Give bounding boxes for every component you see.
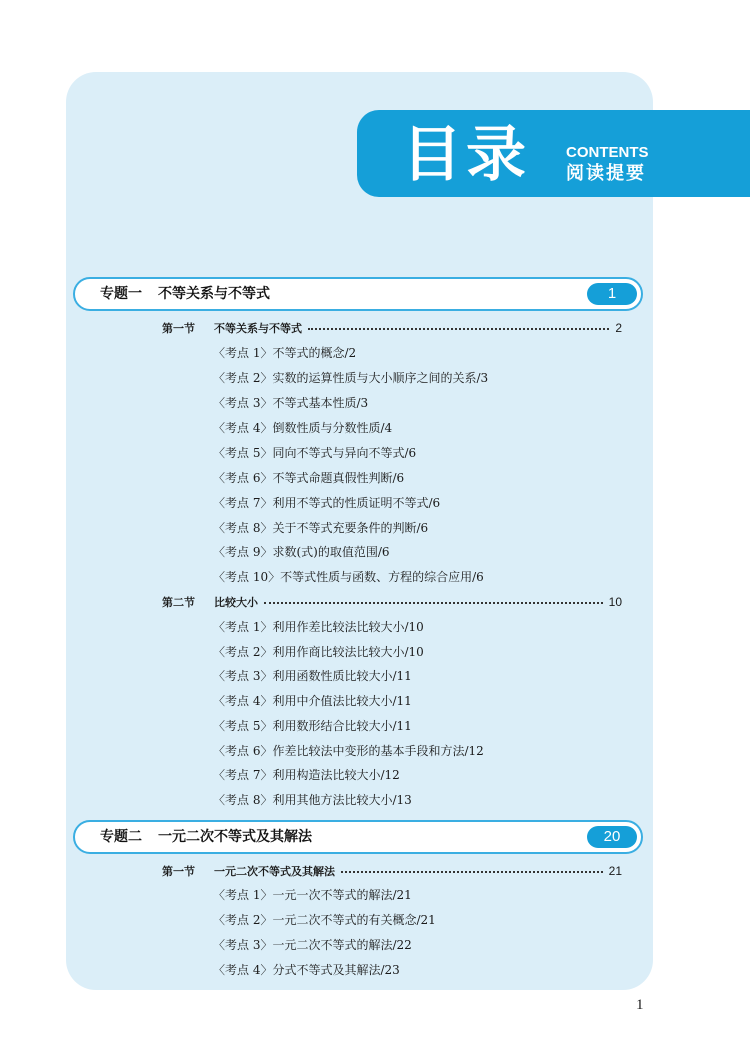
section-title: 比较大小 <box>214 596 258 609</box>
section-row[interactable] <box>162 861 622 881</box>
section-row[interactable] <box>162 592 622 612</box>
section-page: 10 <box>608 595 622 609</box>
list-item[interactable]: 〈考点 4〉分式不等式及其解法/23 <box>213 963 400 977</box>
topic-title <box>100 279 270 309</box>
page-title: 目录 <box>402 120 530 190</box>
list-item[interactable]: 〈考点 4〉倒数性质与分数性质/4 <box>213 421 393 435</box>
section-number: 第一节 <box>162 865 195 878</box>
page-subtitle-cn: 阅读提要 <box>566 163 646 184</box>
list-item[interactable]: 〈考点 6〉作差比较法中变形的基本手段和方法/12 <box>213 744 484 758</box>
list-item[interactable]: 〈考点 1〉一元一次不等式的解法/21 <box>213 888 412 902</box>
section-row[interactable] <box>162 318 622 338</box>
section-page: 2 <box>615 321 622 335</box>
section-number: 第一节 <box>162 322 195 335</box>
list-item[interactable]: 〈考点 1〉利用作差比较法比较大小/10 <box>213 620 424 634</box>
topic-number: 专题二 <box>100 829 142 845</box>
topic-page-badge: 20 <box>587 826 637 848</box>
list-item[interactable]: 〈考点 5〉利用数形结合比较大小/11 <box>213 719 412 733</box>
list-item[interactable]: 〈考点 2〉一元二次不等式的有关概念/21 <box>213 913 436 927</box>
topic-page-badge: 1 <box>587 283 637 305</box>
list-item[interactable]: 〈考点 1〉不等式的概念/2 <box>213 346 357 360</box>
section-title: 不等关系与不等式 <box>214 322 302 335</box>
list-item[interactable]: 〈考点 8〉关于不等式充要条件的判断/6 <box>213 521 429 535</box>
page-subtitle-en: CONTENTS <box>566 144 649 161</box>
list-item[interactable]: 〈考点 7〉利用不等式的性质证明不等式/6 <box>213 496 441 510</box>
list-item[interactable]: 〈考点 8〉利用其他方法比较大小/13 <box>213 793 412 807</box>
list-item[interactable]: 〈考点 9〉求数(式)的取值范围/6 <box>213 545 390 559</box>
dot-leader <box>308 328 609 330</box>
topic-name: 不等关系与不等式 <box>158 286 270 302</box>
section-page: 21 <box>608 864 622 878</box>
list-item[interactable]: 〈考点 5〉同向不等式与异向不等式/6 <box>213 446 417 460</box>
list-item[interactable]: 〈考点 3〉利用函数性质比较大小/11 <box>213 669 412 683</box>
dot-leader <box>264 602 603 604</box>
topic-number: 专题一 <box>100 286 142 302</box>
list-item[interactable]: 〈考点 3〉不等式基本性质/3 <box>213 396 369 410</box>
section-number: 第二节 <box>162 596 195 609</box>
list-item[interactable]: 〈考点 2〉利用作商比较法比较大小/10 <box>213 645 424 659</box>
section-title: 一元二次不等式及其解法 <box>214 865 335 878</box>
list-item[interactable]: 〈考点 7〉利用构造法比较大小/12 <box>213 768 400 782</box>
page-number: 1 <box>636 997 644 1013</box>
list-item[interactable]: 〈考点 3〉一元二次不等式的解法/22 <box>213 938 412 952</box>
topic-bar-1[interactable] <box>73 277 643 311</box>
topic-bar-2[interactable] <box>73 820 643 854</box>
list-item[interactable]: 〈考点 10〉不等式性质与函数、方程的综合应用/6 <box>213 570 484 584</box>
topic-name: 一元二次不等式及其解法 <box>158 829 312 845</box>
list-item[interactable]: 〈考点 6〉不等式命题真假性判断/6 <box>213 471 405 485</box>
dot-leader <box>341 871 603 873</box>
list-item[interactable]: 〈考点 4〉利用中介值法比较大小/11 <box>213 694 412 708</box>
list-item[interactable]: 〈考点 2〉实数的运算性质与大小顺序之间的关系/3 <box>213 371 489 385</box>
topic-title <box>100 822 312 852</box>
